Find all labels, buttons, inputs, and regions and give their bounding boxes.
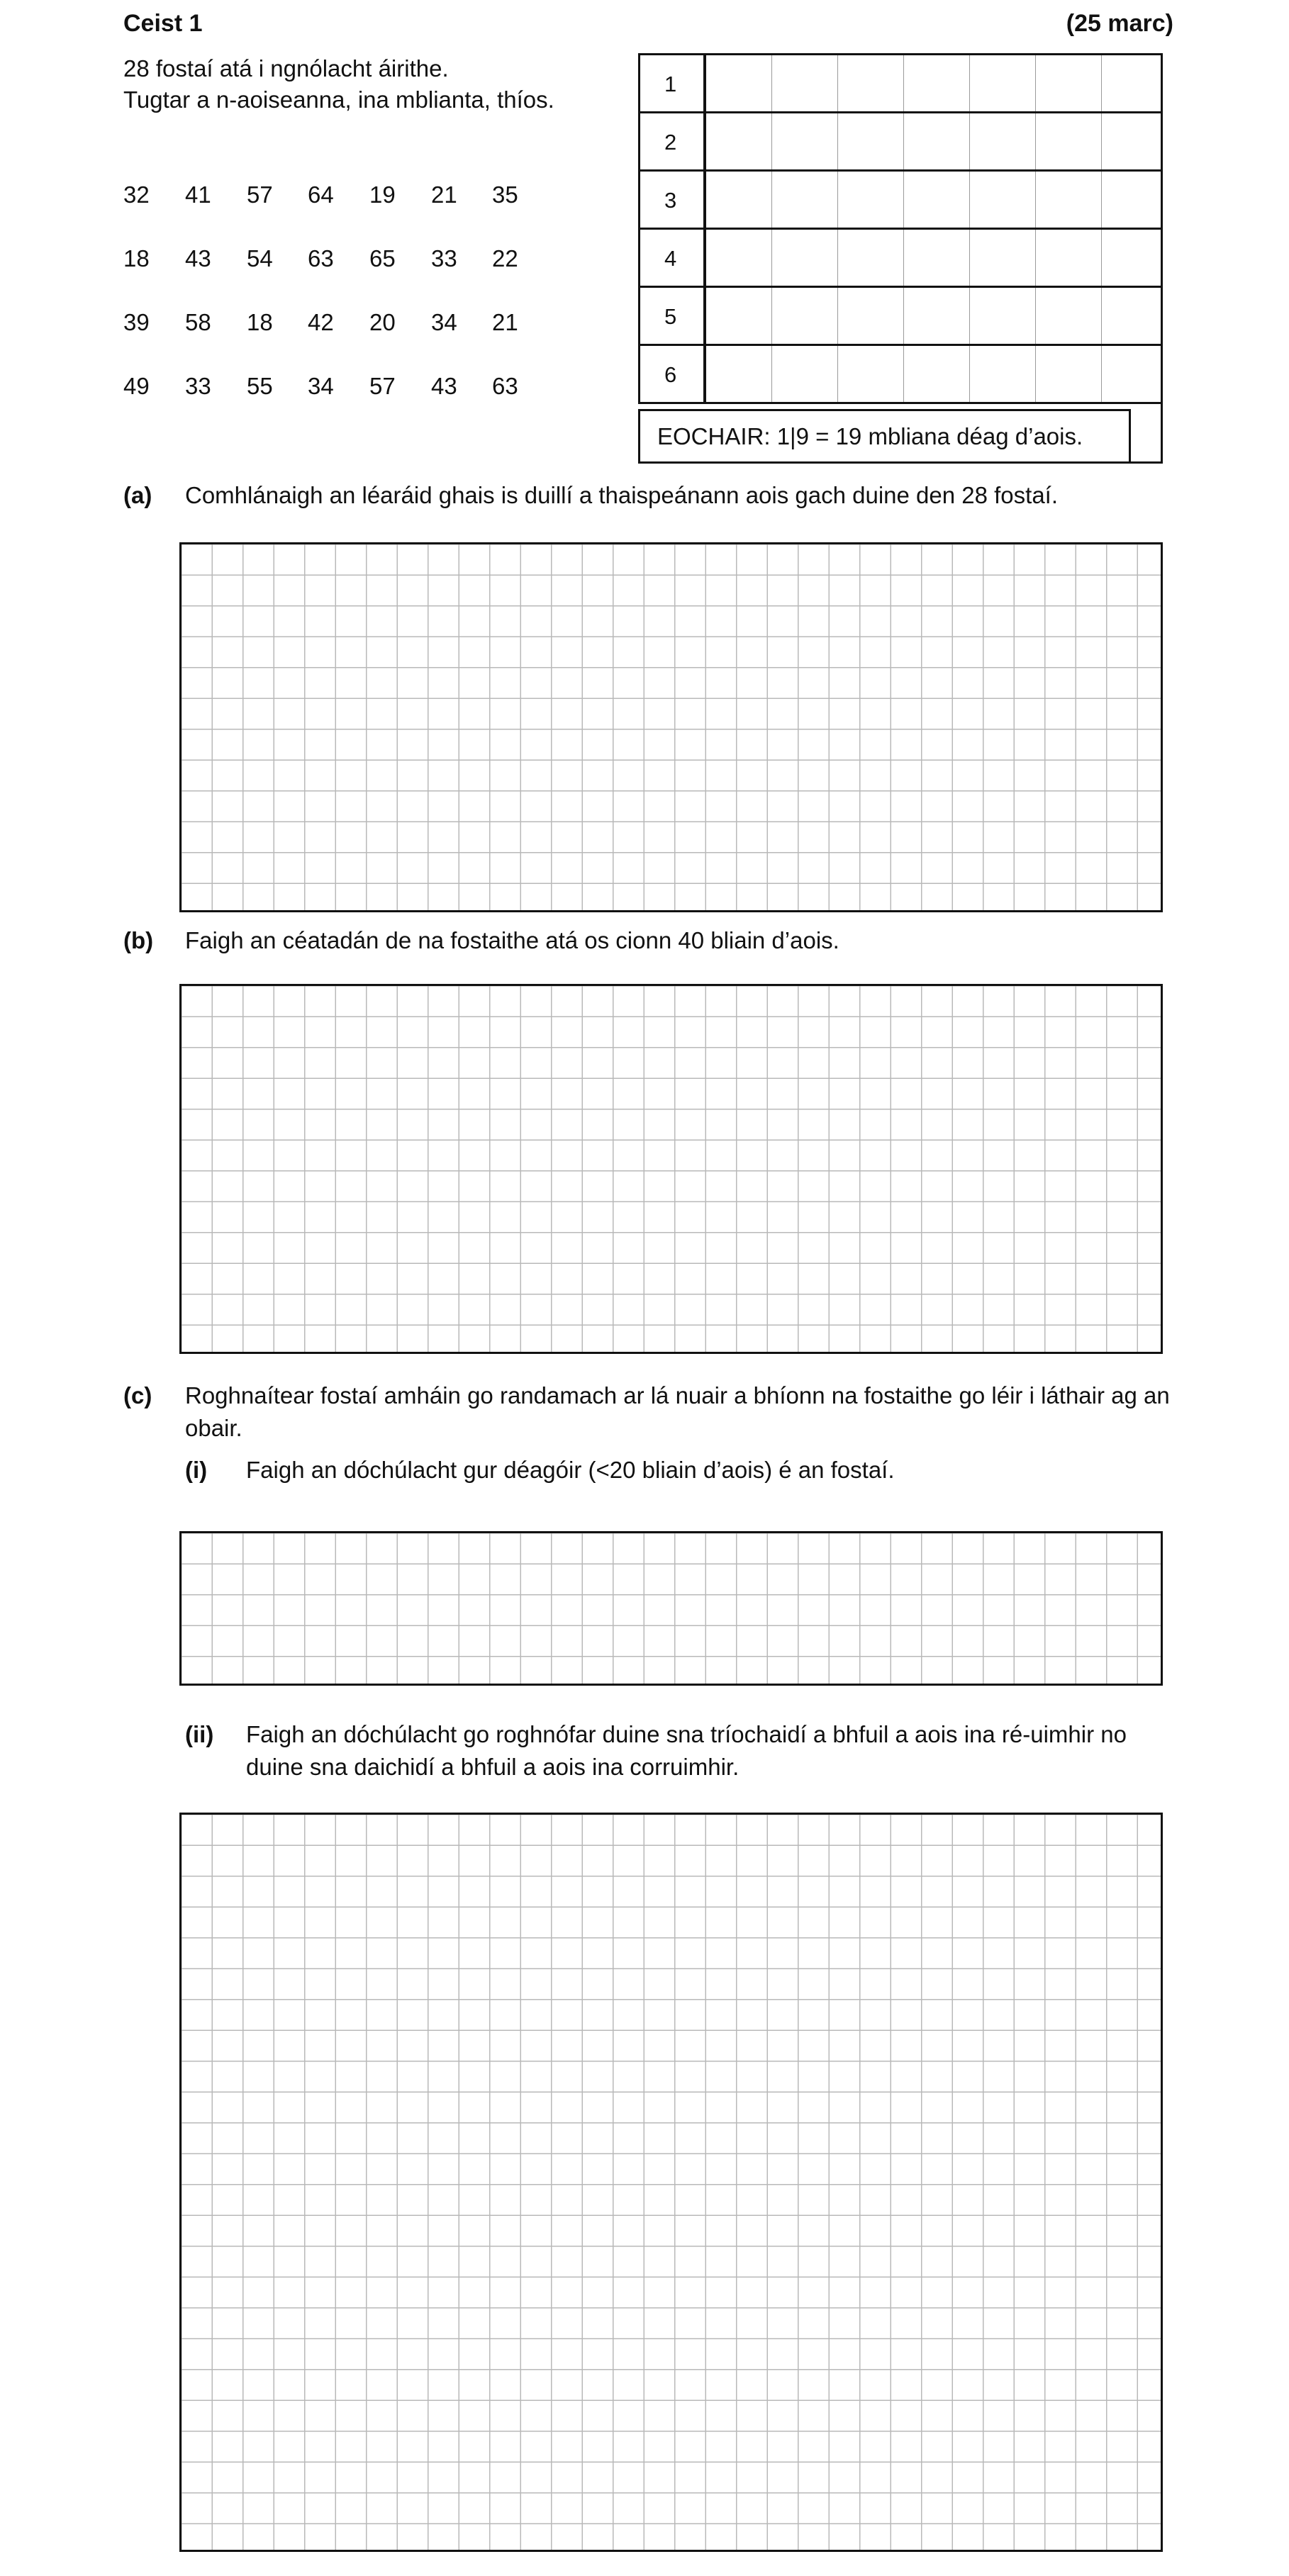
leaf-cell[interactable] [1036,55,1102,111]
leaf-cell[interactable] [1036,288,1102,344]
leaf-cell[interactable] [904,230,970,286]
marks-label: (25 marc) [1066,10,1173,37]
leaf-cell[interactable] [904,172,970,228]
intro-line-2: Tugtar a n-aoiseanna, ina mblianta, thíos. [123,86,554,113]
stem-row [638,55,1161,113]
age-value: 49 [123,373,150,399]
answer-grid-c-i[interactable] [179,1531,1163,1686]
stem-cell: 4 [638,230,706,286]
intro-line-1: 28 fostaí atá i ngnólacht áirithe. [123,55,449,82]
age-value: 18 [247,309,273,335]
age-value: 20 [369,309,396,335]
age-value: 39 [123,309,150,335]
leaf-cell[interactable] [1036,346,1102,402]
leaf-cell[interactable] [904,346,970,402]
age-value: 34 [431,309,457,335]
age-value: 22 [492,245,518,271]
question-a-text: Comhlánaigh an léaráid ghais is duillí a thaispeánann aois gach duine den 28 fostaí. [185,482,1059,508]
stem-cell: 2 [638,113,706,169]
leaf-cell[interactable] [838,113,904,169]
question-c-ii-text: Faigh an dóchúlacht go roghnófar duine sna tríochaidí a bhfuil a aois ina ré-uimhir no duine sna daichidí a bhfuil a aois ina corruimhir. [246,1721,1127,1780]
question-c-text: Roghnaítear fostaí amháin go randamach ar lá nuair a bhíonn na fostaithe go léir i láthair ag an obair. [185,1382,1170,1441]
leaf-cell[interactable] [706,113,772,169]
leaf-cell[interactable] [706,230,772,286]
question-title: Ceist 1 [123,10,203,37]
stem-row [638,346,1161,404]
question-c-ii-label: (ii) [185,1721,214,1747]
age-value: 65 [369,245,396,271]
age-value: 57 [369,373,396,399]
age-value: 63 [492,373,518,399]
leaf-cell[interactable] [970,346,1036,402]
stem-leaf-table [638,53,1163,464]
age-value: 55 [247,373,273,399]
leaf-cell[interactable] [838,172,904,228]
leaf-cell[interactable] [838,55,904,111]
leaf-cell[interactable] [904,55,970,111]
stem-row [638,172,1161,230]
stem-cell: 1 [638,55,706,111]
leaf-cell[interactable] [706,346,772,402]
answer-grid-b[interactable] [179,984,1163,1354]
age-value: 18 [123,245,150,271]
leaf-cell[interactable] [1036,172,1102,228]
question-a-label: (a) [123,482,152,508]
leaf-cell[interactable] [970,113,1036,169]
leaf-cell[interactable] [772,346,838,402]
leaf-cell[interactable] [1036,230,1102,286]
age-value: 21 [431,181,457,208]
stem-row [638,288,1161,346]
leaf-cell[interactable] [772,288,838,344]
leaf-cell[interactable] [706,55,772,111]
stem-cell: 3 [638,172,706,228]
stem-leaf-key: EOCHAIR: 1|9 = 19 mbliana déag d’aois. [638,409,1131,464]
answer-grid-a[interactable] [179,542,1163,912]
question-c-i-label: (i) [185,1457,208,1483]
age-value: 35 [492,181,518,208]
age-value: 42 [308,309,334,335]
age-value: 43 [185,245,211,271]
question-b-text: Faigh an céatadán de na fostaithe atá os cionn 40 bliain d’aois. [185,927,839,953]
stem-row [638,113,1161,172]
age-value: 63 [308,245,334,271]
leaf-cell[interactable] [772,172,838,228]
leaf-cell[interactable] [904,113,970,169]
stem-row [638,230,1161,288]
age-value: 33 [185,373,211,399]
age-value: 43 [431,373,457,399]
age-value: 32 [123,181,150,208]
leaf-cell[interactable] [970,172,1036,228]
leaf-cell[interactable] [772,113,838,169]
age-value: 54 [247,245,273,271]
answer-grid-c-ii[interactable] [179,1813,1163,2552]
question-c-i-text: Faigh an dóchúlacht gur déagóir (<20 bliain d’aois) é an fostaí. [246,1457,895,1483]
age-value: 19 [369,181,396,208]
leaf-cell[interactable] [772,55,838,111]
age-value: 41 [185,181,211,208]
age-value: 34 [308,373,334,399]
age-value: 58 [185,309,211,335]
age-value: 57 [247,181,273,208]
leaf-cell[interactable] [838,288,904,344]
leaf-cell[interactable] [838,230,904,286]
leaf-cell[interactable] [838,346,904,402]
leaf-cell[interactable] [706,172,772,228]
question-b-label: (b) [123,927,154,953]
leaf-cell[interactable] [970,55,1036,111]
age-value: 64 [308,181,334,208]
leaf-cell[interactable] [706,288,772,344]
question-c-label: (c) [123,1382,152,1409]
leaf-cell[interactable] [904,288,970,344]
leaf-cell[interactable] [772,230,838,286]
leaf-cell[interactable] [970,230,1036,286]
leaf-cell[interactable] [1036,113,1102,169]
age-value: 21 [492,309,518,335]
age-value: 33 [431,245,457,271]
stem-cell: 5 [638,288,706,344]
leaf-cell[interactable] [970,288,1036,344]
stem-cell: 6 [638,346,706,402]
